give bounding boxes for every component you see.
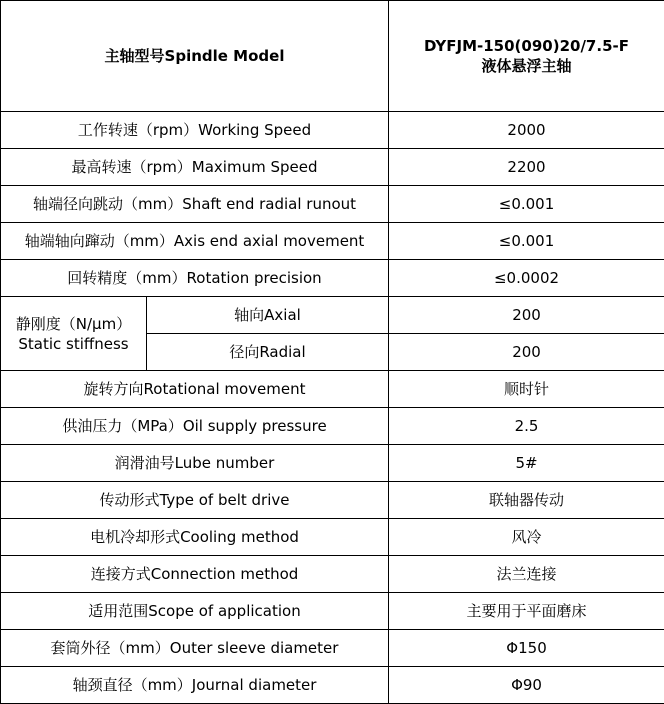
spec-value: 联轴器传动 [389, 482, 664, 519]
table-row [1, 223, 664, 260]
table-row [1, 112, 664, 149]
spec-label: 轴端轴向蹿动（mm）Axis end axial movement [1, 223, 389, 260]
table-row [1, 519, 664, 556]
spec-value: 2.5 [389, 408, 664, 445]
radial-label: 径向Radial [147, 334, 389, 371]
static-stiffness-label-cn: 静刚度（N/μm） [15, 314, 132, 333]
spec-label: 适用范围Scope of application [1, 593, 389, 630]
spec-value: 顺时针 [389, 371, 664, 408]
spec-value: ≤0.001 [389, 186, 664, 223]
model-type: 液体悬浮主轴 [481, 57, 572, 75]
spec-value: Φ150 [389, 630, 664, 667]
spec-label: 轴端径向跳动（mm）Shaft end radial runout [1, 186, 389, 223]
header-row [1, 1, 664, 112]
table-row [1, 556, 664, 593]
table-row [1, 445, 664, 482]
spec-value: 5# [389, 445, 664, 482]
spec-label: 套筒外径（mm）Outer sleeve diameter [1, 630, 389, 667]
spec-value: 2000 [389, 112, 664, 149]
spec-label: 旋转方向Rotational movement [1, 371, 389, 408]
table-row [1, 408, 664, 445]
spec-value: 风冷 [389, 519, 664, 556]
spindle-model-label: 主轴型号Spindle Model [1, 1, 389, 112]
spec-value: ≤0.0002 [389, 260, 664, 297]
spec-value: Φ90 [389, 667, 664, 704]
table-row [1, 630, 664, 667]
spec-label: 最高转速（rpm）Maximum Speed [1, 149, 389, 186]
spec-label: 电机冷却形式Cooling method [1, 519, 389, 556]
spec-label: 回转精度（mm）Rotation precision [1, 260, 389, 297]
axial-label: 轴向Axial [147, 297, 389, 334]
table-row [1, 149, 664, 186]
static-stiffness-label-en: Static stiffness [18, 334, 129, 353]
spec-value: 主要用于平面磨床 [389, 593, 664, 630]
spec-value: ≤0.001 [389, 223, 664, 260]
spec-value: 法兰连接 [389, 556, 664, 593]
table-row [1, 482, 664, 519]
model-number: DYFJM-150(090)20/7.5-F [424, 37, 629, 55]
table-row [1, 371, 664, 408]
spindle-model-value [389, 1, 664, 112]
spec-label: 润滑油号Lube number [1, 445, 389, 482]
axial-value: 200 [389, 297, 664, 334]
spec-label: 工作转速（rpm）Working Speed [1, 112, 389, 149]
spec-value: 2200 [389, 149, 664, 186]
table-row [1, 667, 664, 704]
table-row [1, 186, 664, 223]
table-row [1, 593, 664, 630]
table-row-stiffness-axial [1, 297, 664, 334]
spec-label: 连接方式Connection method [1, 556, 389, 593]
radial-value: 200 [389, 334, 664, 371]
table-row [1, 260, 664, 297]
spec-label: 供油压力（MPa）Oil supply pressure [1, 408, 389, 445]
spec-label: 传动形式Type of belt drive [1, 482, 389, 519]
static-stiffness-label [1, 297, 147, 371]
spec-label: 轴颈直径（mm）Journal diameter [1, 667, 389, 704]
